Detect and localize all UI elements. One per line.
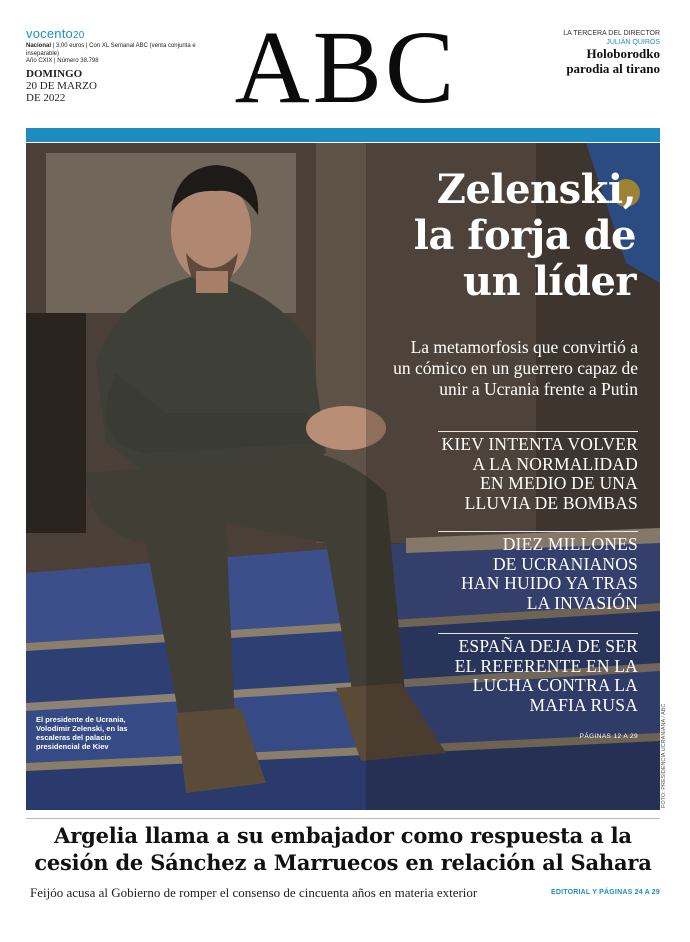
story-line: DIEZ MILLONES [502, 534, 638, 554]
story-line: A LA NORMALIDAD [472, 453, 638, 474]
abc-logo[interactable]: ABC [234, 10, 458, 125]
kicker-line: unir a Ucrania frente a Putin [439, 379, 638, 399]
column-author: JULIÁN QUIRÓS [606, 39, 660, 46]
story-separator [438, 531, 638, 532]
story-line: LLUVIA DE BOMBAS [464, 492, 638, 513]
headline-line: un líder [463, 258, 636, 305]
bottom-page-reference[interactable]: EDITORIAL Y PÁGINAS 24 A 29 [550, 889, 660, 896]
column-title-line-2: parodia al tirano [566, 60, 660, 76]
headline-line: Zelenski, [436, 166, 636, 213]
bottom-headline-line: cesión de Sánchez a Marruecos en relación al Sahara [34, 849, 652, 875]
column-title-line-1: Holoborodko [586, 46, 660, 61]
kicker-line: La metamorfosis que convirtió a [410, 337, 638, 357]
story-line: LA INVASIÓN [526, 592, 638, 613]
kicker-line: un cómico en un guerrero capaz de [393, 358, 638, 378]
story-kiev[interactable] [408, 435, 638, 513]
story-mafia[interactable] [408, 637, 638, 715]
bottom-headline[interactable] [26, 823, 660, 876]
year-number: Año CXIX | Número 38.798 [26, 58, 99, 64]
bottom-divider [26, 818, 660, 819]
director-column-label [563, 29, 660, 47]
column-label: LA TERCERA DEL DIRECTOR [563, 30, 660, 37]
cover-headline[interactable] [336, 167, 636, 305]
story-line: DE UCRANIANOS [492, 553, 638, 574]
weekday: DOMINGO [26, 68, 83, 80]
story-refugees[interactable] [408, 535, 638, 613]
photo-caption: El presidente de Ucrania, Volodímir Zelenski, en las escaleras del palacio presidencial de Kiev [36, 715, 128, 751]
edition-info [26, 43, 196, 66]
masthead-rule [26, 128, 660, 142]
date-line-2: DE 2022 [26, 92, 66, 104]
photo-credit: FOTO: PRESIDENCIA UCRANIANA / ABC [661, 703, 667, 808]
story-separator [438, 633, 638, 634]
price-line: | 3,00 euros | Con XL Semanal ABC (venta conjunta e inseparable) [26, 43, 196, 57]
edition-label: Nacional [26, 43, 52, 49]
story-separator [438, 431, 638, 432]
director-column-title[interactable] [566, 47, 660, 76]
cover-photo [26, 143, 660, 810]
story-line: KIEV INTENTA VOLVER [441, 434, 638, 454]
cover-kicker [338, 337, 638, 400]
story-line: MAFIA RUSA [529, 694, 638, 715]
issue-date [26, 68, 97, 104]
story-line: LUCHA CONTRA LA [472, 675, 638, 695]
story-line: ESPAÑA DEJA DE SER [458, 636, 638, 656]
story-line: HAN HUIDO YA TRAS [461, 573, 638, 593]
bottom-subhead: Feijóo acusa al Gobierno de romper el consenso de cincuenta años en materia exterior [30, 885, 478, 900]
bottom-headline-line: Argelia llama a su embajador como respuesta a la [54, 823, 632, 848]
pages-reference: PÁGINAS 12 A 29 [579, 733, 638, 740]
vocento-logo: vocento20 [26, 26, 85, 41]
story-line: EL REFERENTE EN LA [454, 655, 638, 676]
date-line-1: 20 DE MARZO [26, 80, 97, 92]
story-line: EN MEDIO DE UNA [479, 473, 638, 493]
headline-line: la forja de [413, 212, 636, 259]
